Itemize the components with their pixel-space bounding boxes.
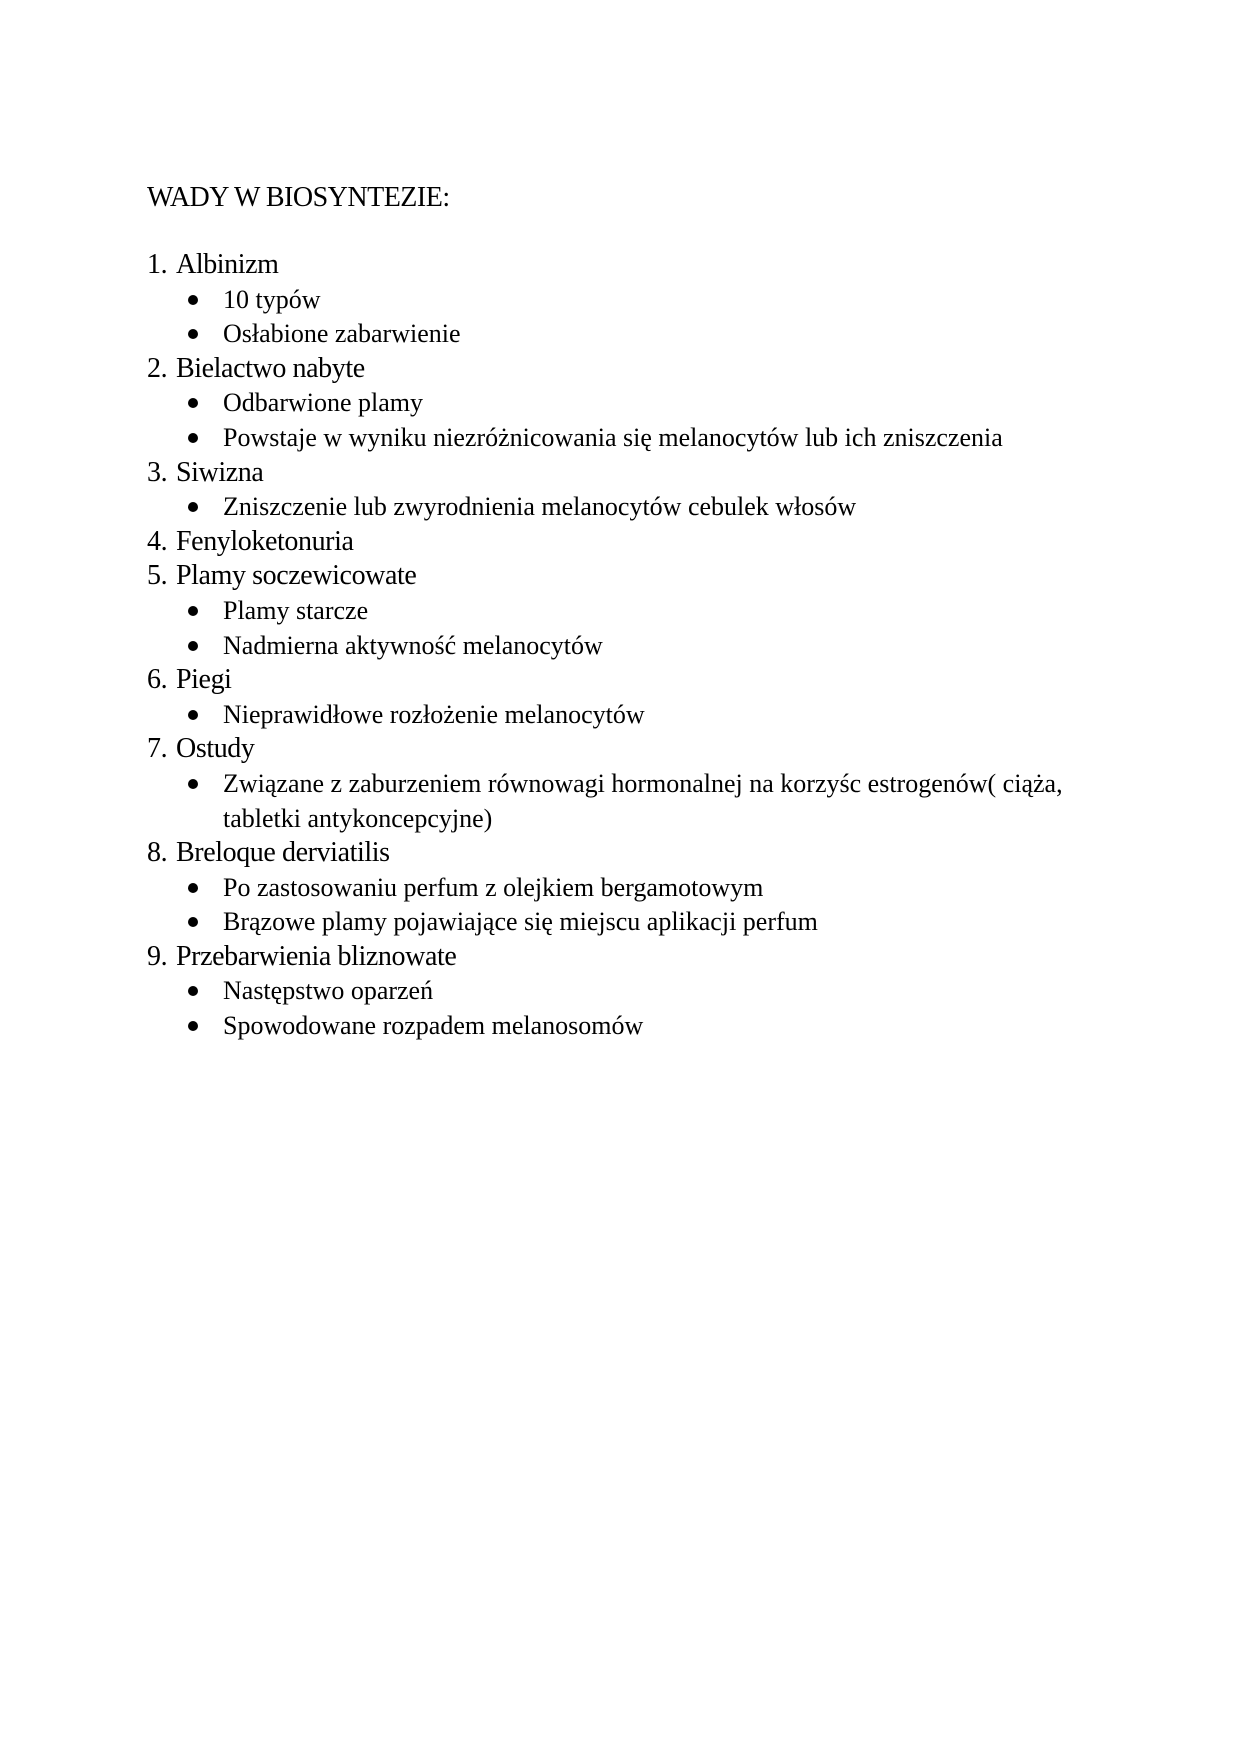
list-item-label: Przebarwienia bliznowate bbox=[176, 940, 457, 972]
bullet-icon bbox=[188, 398, 198, 408]
bullet-icon bbox=[188, 917, 198, 927]
list-item-heading bbox=[147, 559, 1107, 594]
list-item-heading bbox=[147, 836, 1107, 871]
bullet-list bbox=[147, 386, 1107, 455]
list-item-heading bbox=[147, 248, 1107, 283]
list-item-number: 1. bbox=[147, 249, 168, 280]
bullet-item: Nadmierna aktywność melanocytów bbox=[147, 629, 1107, 664]
bullet-list bbox=[147, 594, 1107, 663]
bullet-item: Brązowe plamy pojawiające się miejscu aplikacji perfum bbox=[147, 905, 1107, 940]
list-item-number: 2. bbox=[147, 352, 168, 384]
bullet-icon bbox=[188, 295, 198, 305]
bullet-list bbox=[147, 767, 1107, 836]
list-item bbox=[147, 248, 1107, 352]
bullet-icon bbox=[188, 502, 198, 512]
list-item-heading bbox=[147, 940, 1107, 975]
bullet-item: 10 typów bbox=[147, 283, 1107, 318]
list-item-heading bbox=[147, 525, 1107, 560]
bullet-item: Plamy starcze bbox=[147, 594, 1107, 629]
list-item-heading bbox=[147, 456, 1107, 491]
bullet-list bbox=[147, 974, 1107, 1043]
list-item bbox=[147, 940, 1107, 1044]
bullet-item: Zniszczenie lub zwyrodnienia melanocytów cebulek włosów bbox=[147, 490, 1107, 525]
list-item-label: Ostudy bbox=[176, 733, 255, 765]
bullet-item: Spowodowane rozpadem melanosomów bbox=[147, 1009, 1107, 1044]
list-item-label: Breloque derviatilis bbox=[176, 837, 390, 869]
bullet-icon bbox=[188, 883, 198, 893]
list-item-label: Albinizm bbox=[176, 249, 279, 280]
list-item-heading bbox=[147, 663, 1107, 698]
bullet-list bbox=[147, 283, 1107, 352]
bullet-icon bbox=[188, 710, 198, 720]
bullet-item: Nieprawidłowe rozłożenie melanocytów bbox=[147, 698, 1107, 733]
list-item bbox=[147, 663, 1107, 732]
bullet-icon bbox=[188, 779, 198, 789]
list-item bbox=[147, 352, 1107, 456]
bullet-list bbox=[147, 698, 1107, 733]
list-item bbox=[147, 559, 1107, 663]
bullet-icon bbox=[188, 606, 198, 616]
list-item bbox=[147, 732, 1107, 836]
list-item-number: 4. bbox=[147, 525, 168, 557]
list-item bbox=[147, 836, 1107, 940]
list-item-label: Plamy soczewicowate bbox=[176, 560, 417, 592]
bullet-item: Po zastosowaniu perfum z olejkiem bergamotowym bbox=[147, 871, 1107, 906]
list-item-number: 9. bbox=[147, 940, 168, 972]
list-item-number: 6. bbox=[147, 664, 168, 696]
list-item-heading bbox=[147, 732, 1107, 767]
numbered-list bbox=[147, 248, 1107, 1044]
document-title: WADY W BIOSYNTEZIE: bbox=[147, 182, 450, 213]
list-item-label: Siwizna bbox=[176, 456, 264, 488]
list-item-number: 5. bbox=[147, 560, 168, 592]
bullet-icon bbox=[188, 986, 198, 996]
list-item-number: 7. bbox=[147, 733, 168, 765]
list-item-heading bbox=[147, 352, 1107, 387]
bullet-list bbox=[147, 490, 1107, 525]
list-item-label: Piegi bbox=[176, 664, 232, 696]
bullet-list bbox=[147, 871, 1107, 940]
list-item-number: 8. bbox=[147, 837, 168, 869]
bullet-icon bbox=[188, 433, 198, 443]
list-item-number: 3. bbox=[147, 456, 168, 488]
bullet-item: Osłabione zabarwienie bbox=[147, 317, 1107, 352]
bullet-item: Odbarwione plamy bbox=[147, 386, 1107, 421]
list-item-label: Bielactwo nabyte bbox=[176, 352, 365, 384]
bullet-item: Związane z zaburzeniem równowagi hormonalnej na korzyśc estrogenów( ciąża, tabletki antykoncepcyjne) bbox=[147, 767, 1107, 836]
list-item-label: Fenyloketonuria bbox=[176, 525, 354, 557]
list-item bbox=[147, 525, 1107, 560]
bullet-item: Powstaje w wyniku niezróżnicowania się melanocytów lub ich zniszczenia bbox=[147, 421, 1107, 456]
list-item bbox=[147, 456, 1107, 525]
bullet-icon bbox=[188, 641, 198, 651]
bullet-icon bbox=[188, 1021, 198, 1031]
bullet-icon bbox=[188, 329, 198, 339]
bullet-item: Następstwo oparzeń bbox=[147, 974, 1107, 1009]
